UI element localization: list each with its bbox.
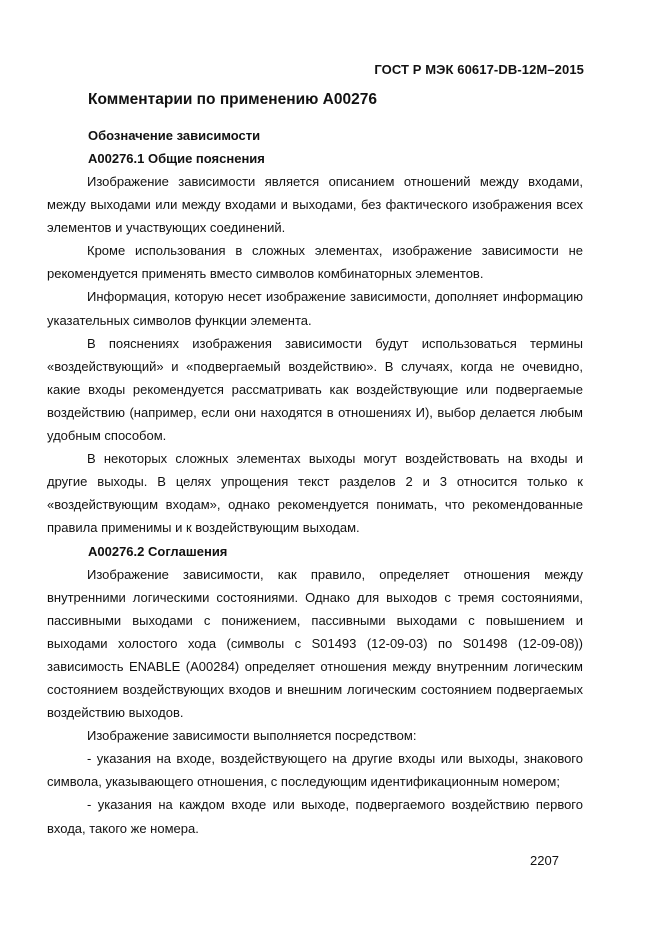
s1-title: А00276.1 Общие пояснения — [88, 151, 265, 166]
page-number: 2207 — [530, 853, 559, 868]
s2-paragraph-3: - указания на входе, воздействующего на другие входы или выходы, знакового символа, указывающего отношения, с последующим идентификационным номером; — [47, 751, 583, 790]
s2-title: А00276.2 Соглашения — [88, 543, 228, 559]
s2-paragraph-4: - указания на каждом входе или выходе, подвергаемого воздействию первого входа, такого же номера. — [47, 797, 583, 836]
document-header: ГОСТ Р МЭК 60617-DB-12M–2015 — [374, 62, 584, 77]
s2-paragraph-1: Изображение зависимости, как правило, определяет отношения между внутренними логическими состояниями. Однако для выходов с тремя состояниями, пассивными выходами с понижением, пассивными выходами с повышением и выходами холостого хода (символы с S01493 (12-09-03) по S01498 (12-09-08)) зависимость ENABLE (А00284) определяет отношения между внутренним логическим состоянием воздействующих входов и внешним логическим состоянием подвергаемых воздействию выходов. — [47, 566, 583, 721]
section-title: Комментарии по применению А00276 — [88, 91, 377, 108]
s2-paragraph-2: Изображение зависимости выполняется посредством: — [87, 728, 417, 744]
main-content — [47, 84, 583, 840]
s1-paragraph-5: В некоторых сложных элементах выходы могут воздействовать на входы и другие выходы. В целях упрощения текст разделов 2 и 3 относится только к «воздействующим входам», однако рекомендуется понимать, что рекомендованные правила применимы и к воздействующим выходам. — [47, 451, 583, 536]
s1-paragraph-4: В пояснениях изображения зависимости будут использоваться термины «воздействующий» и «подвергаемый воздействию». В случаях, когда не очевидно, какие входы рекомендуется рассматривать как воздействующие или подвергаемые воздействию (например, если они находятся в отношениях И), выбор делается любым удобным способом. — [47, 335, 583, 444]
subsection-title: Обозначение зависимости — [88, 128, 261, 143]
s1-paragraph-3: Информация, которую несет изображение зависимости, дополняет информацию указательных символов функции элемента. — [47, 289, 583, 328]
s1-paragraph-1: Изображение зависимости является описанием отношений между входами, между выходами или между входами и выходами, без фактического изображения всех элементов и участвующих соединений. — [47, 174, 583, 236]
s1-paragraph-2: Кроме использования в сложных элементах, изображение зависимости не рекомендуется применять вместо символов комбинаторных элементов. — [47, 243, 583, 282]
